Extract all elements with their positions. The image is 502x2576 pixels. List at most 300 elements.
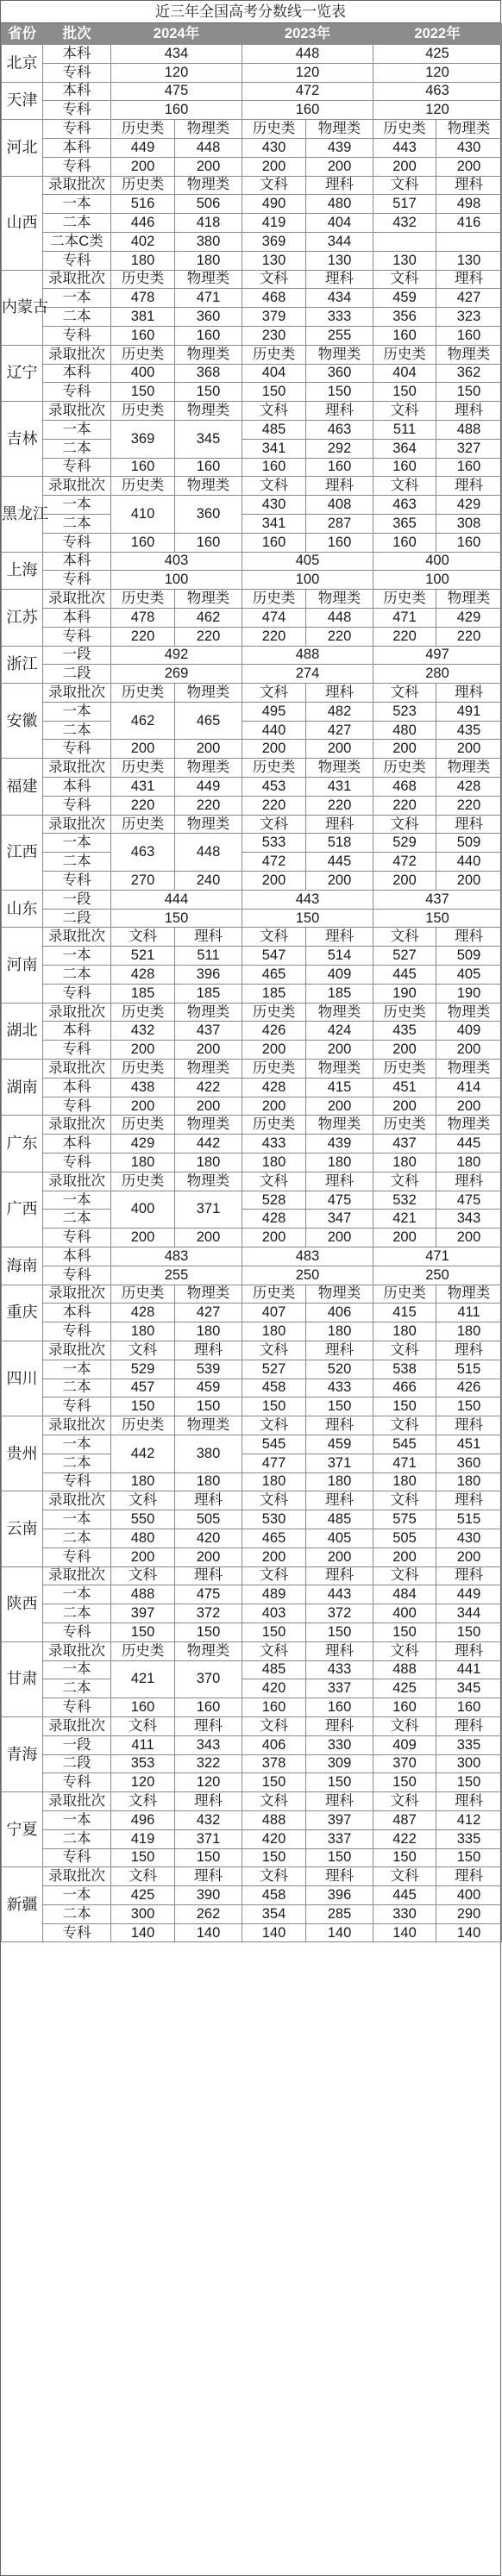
- score-cell: 180: [175, 251, 242, 270]
- score-cell: 397: [111, 1604, 175, 1623]
- score-cell: 404: [306, 214, 373, 233]
- table-title: 近三年全国高考分数线一览表: [1, 1, 500, 23]
- score-cell: 505: [175, 1510, 242, 1529]
- score-cell: 428: [111, 966, 175, 985]
- table-row: [2, 853, 502, 872]
- score-cell: 历史类: [111, 1060, 175, 1079]
- score-cell: 历史类: [111, 1116, 175, 1135]
- score-cell: 270: [111, 872, 175, 891]
- score-cell: 160: [436, 1698, 502, 1717]
- province-name: 吉林: [2, 402, 43, 477]
- batch-cell: 录取批次: [43, 590, 111, 609]
- score-cell: 历史类: [373, 120, 436, 139]
- score-cell: 287: [306, 514, 373, 533]
- score-cell: 180: [436, 1472, 502, 1491]
- score-cell: 429: [436, 496, 502, 515]
- score-cell: 220: [373, 627, 436, 646]
- table-row: [2, 1660, 502, 1679]
- score-cell: 理科: [436, 1491, 502, 1510]
- score-cell: 488: [111, 1585, 175, 1604]
- batch-cell: 专科: [43, 458, 111, 477]
- score-cell: 200: [111, 1229, 175, 1247]
- table-row: [2, 1829, 502, 1848]
- score-cell: 文科: [111, 1792, 175, 1811]
- batch-cell: 二本: [43, 514, 111, 533]
- province-name: 湖南: [2, 1060, 43, 1116]
- batch-cell: 录取批次: [43, 1716, 111, 1735]
- score-cell: 理科: [436, 1716, 502, 1735]
- score-cell: 200: [373, 1097, 436, 1116]
- score-cell: 471: [373, 608, 436, 627]
- score-cell: 365: [373, 514, 436, 533]
- table-row: [2, 796, 502, 815]
- score-cell: 269: [111, 665, 242, 684]
- score-cell: 418: [175, 214, 242, 233]
- score-cell: 160: [175, 533, 242, 552]
- score-cell: 物理类: [436, 1285, 502, 1304]
- score-cell: 理科: [306, 176, 373, 195]
- score-cell: 140: [111, 1923, 175, 1942]
- score-cell: 理科: [436, 1641, 502, 1660]
- score-cell: 220: [175, 627, 242, 646]
- score-cell: 200: [111, 1041, 175, 1060]
- score-cell: 180: [111, 251, 175, 270]
- score-cell: 160: [242, 458, 306, 477]
- score-cell: 405: [306, 1529, 373, 1547]
- batch-cell: 录取批次: [43, 1416, 111, 1435]
- score-cell: 449: [175, 778, 242, 797]
- score-cell: 140: [306, 1923, 373, 1942]
- score-cell: 335: [436, 1829, 502, 1848]
- table-row: [2, 1585, 502, 1604]
- province-name: 江西: [2, 815, 43, 890]
- score-cell: 160: [373, 326, 436, 345]
- score-cell: 478: [111, 608, 175, 627]
- table-row: [2, 232, 502, 251]
- score-cell: 575: [373, 1510, 436, 1529]
- score-cell: 140: [373, 1923, 436, 1942]
- score-cell: 历史类: [242, 759, 306, 778]
- province-name: 山西: [2, 176, 43, 270]
- table-row: [2, 308, 502, 327]
- score-cell: 492: [111, 646, 242, 665]
- score-cell: 416: [436, 214, 502, 233]
- score-cell: 262: [175, 1904, 242, 1923]
- score-cell: 419: [111, 1829, 175, 1848]
- score-cell: 402: [111, 232, 175, 251]
- table-row: [2, 1210, 502, 1229]
- score-cell: 历史类: [242, 1003, 306, 1022]
- batch-cell: 专科: [43, 383, 111, 402]
- score-cell: 150: [175, 1623, 242, 1641]
- score-cell: 335: [436, 1735, 502, 1754]
- score-cell: 文科: [373, 1341, 436, 1360]
- score-cell: 353: [111, 1754, 175, 1773]
- score-cell: 327: [436, 439, 502, 458]
- table-row: [2, 402, 502, 421]
- table-row: [2, 496, 502, 515]
- score-cell: 理科: [175, 928, 242, 947]
- batch-cell: 二本: [43, 721, 111, 740]
- score-cell: 文科: [242, 1566, 306, 1585]
- score-cell: 370: [175, 1660, 242, 1698]
- score-cell: 430: [242, 138, 306, 157]
- score-cell: 434: [306, 289, 373, 308]
- score-cell: 历史类: [111, 815, 175, 834]
- score-cell: 428: [242, 1078, 306, 1097]
- score-cell: 511: [175, 947, 242, 966]
- table-row: [2, 138, 502, 157]
- score-cell: 历史类: [373, 1060, 436, 1079]
- score-cell: 488: [373, 1660, 436, 1679]
- score-cell: 160: [242, 533, 306, 552]
- score-cell: 150: [436, 1397, 502, 1416]
- score-cell: 120: [175, 1773, 242, 1792]
- score-cell: 422: [175, 1078, 242, 1097]
- score-cell: 历史类: [242, 1060, 306, 1079]
- score-cell: 445: [373, 1886, 436, 1905]
- score-cell: 220: [306, 627, 373, 646]
- score-cell: 文科: [373, 1172, 436, 1191]
- score-cell: 文科: [373, 270, 436, 289]
- score-cell: 480: [373, 721, 436, 740]
- score-cell: 理科: [436, 815, 502, 834]
- score-cell: 485: [242, 1660, 306, 1679]
- batch-cell: 一本: [43, 702, 111, 721]
- score-cell: 372: [306, 1604, 373, 1623]
- score-cell: 463: [373, 82, 502, 101]
- score-cell: 文科: [242, 1491, 306, 1510]
- score-cell: 400: [111, 1191, 175, 1229]
- score-cell: 292: [306, 439, 373, 458]
- score-cell: 历史类: [111, 345, 175, 364]
- table-row: [2, 1041, 502, 1060]
- score-cell: 文科: [242, 1341, 306, 1360]
- score-cell: 历史类: [373, 759, 436, 778]
- score-cell: 物理类: [306, 345, 373, 364]
- score-cell: 497: [373, 646, 502, 665]
- batch-cell: 二段: [43, 1754, 111, 1773]
- score-cell: 100: [111, 571, 242, 590]
- score-cell: 521: [111, 947, 175, 966]
- score-cell: [373, 232, 436, 251]
- score-cell: 150: [373, 1397, 436, 1416]
- score-cell: 529: [373, 834, 436, 853]
- province-name: 黑龙江: [2, 477, 43, 552]
- score-cell: 425: [111, 1886, 175, 1905]
- score-cell: 200: [373, 1229, 436, 1247]
- score-cell: 509: [436, 947, 502, 966]
- score-cell: 文科: [242, 176, 306, 195]
- score-cell: 421: [373, 1210, 436, 1229]
- score-cell: 370: [373, 1754, 436, 1773]
- table-row: [2, 1886, 502, 1905]
- score-cell: 文科: [242, 1716, 306, 1735]
- score-cell: 物理类: [175, 759, 242, 778]
- table-row: [2, 1360, 502, 1379]
- table-row: [2, 1491, 502, 1510]
- score-cell: 150: [242, 1773, 306, 1792]
- score-cell: 180: [111, 1472, 175, 1491]
- score-cell: 物理类: [436, 1060, 502, 1079]
- table-row: [2, 45, 502, 64]
- score-cell: 150: [306, 1773, 373, 1792]
- score-cell: 160: [436, 533, 502, 552]
- score-cell: 545: [242, 1435, 306, 1454]
- score-cell: 150: [175, 383, 242, 402]
- score-cell: 498: [436, 195, 502, 214]
- table-row: [2, 420, 502, 439]
- batch-cell: 二段: [43, 909, 111, 928]
- score-cell: 428: [111, 1304, 175, 1322]
- score-cell: 200: [242, 872, 306, 891]
- score-cell: 220: [436, 627, 502, 646]
- score-cell: 435: [373, 1022, 436, 1041]
- score-cell: 255: [111, 1266, 242, 1285]
- score-cell: 514: [306, 947, 373, 966]
- score-cell: 496: [111, 1810, 175, 1829]
- score-cell: 理科: [175, 1341, 242, 1360]
- table-row: [2, 571, 502, 590]
- score-cell: 文科: [111, 1341, 175, 1360]
- score-cell: 160: [373, 533, 436, 552]
- score-cell: 441: [436, 1660, 502, 1679]
- batch-cell: 专科: [43, 1923, 111, 1942]
- score-cell: 150: [373, 1848, 436, 1867]
- score-cell: 185: [111, 984, 175, 1003]
- score-cell: 425: [373, 45, 502, 64]
- score-cell: 415: [373, 1304, 436, 1322]
- table-row: [2, 251, 502, 270]
- table-row: [2, 120, 502, 139]
- score-cell: 200: [436, 1097, 502, 1116]
- score-cell: 物理类: [175, 1285, 242, 1304]
- table-row: [2, 458, 502, 477]
- score-cell: 文科: [373, 1416, 436, 1435]
- score-cell: 物理类: [175, 176, 242, 195]
- score-cell: 489: [242, 1585, 306, 1604]
- batch-cell: 一本: [43, 947, 111, 966]
- score-cell: 403: [111, 552, 242, 571]
- score-cell: 449: [111, 138, 175, 157]
- table-row: [2, 1848, 502, 1867]
- table-row: [2, 176, 502, 195]
- table-row: [2, 909, 502, 928]
- batch-cell: 录取批次: [43, 1285, 111, 1304]
- table-row: [2, 1810, 502, 1829]
- batch-cell: 录取批次: [43, 1341, 111, 1360]
- province-name: 海南: [2, 1247, 43, 1285]
- batch-cell: 专科: [43, 1472, 111, 1491]
- score-cell: 449: [436, 1585, 502, 1604]
- score-cell: 410: [111, 496, 175, 534]
- score-cell: 文科: [373, 1716, 436, 1735]
- score-cell: 459: [175, 1379, 242, 1397]
- score-cell: 150: [306, 1623, 373, 1641]
- batch-cell: 专科: [43, 251, 111, 270]
- score-cell: 160: [436, 326, 502, 345]
- batch-cell: 专科: [43, 1547, 111, 1566]
- score-cell: 471: [175, 289, 242, 308]
- table-row: [2, 1229, 502, 1247]
- batch-cell: 专科: [43, 63, 111, 82]
- score-cell: 400: [373, 552, 502, 571]
- table-row: [2, 1135, 502, 1154]
- table-row: [2, 1698, 502, 1717]
- batch-cell: 本科: [43, 1247, 111, 1266]
- score-cell: 物理类: [436, 345, 502, 364]
- score-cell: 468: [373, 778, 436, 797]
- batch-cell: 录取批次: [43, 759, 111, 778]
- score-cell: 理科: [436, 1566, 502, 1585]
- score-cell: 理科: [175, 1716, 242, 1735]
- score-cell: 200: [306, 157, 373, 176]
- batch-cell: 二本: [43, 1454, 111, 1472]
- score-cell: 150: [111, 1397, 175, 1416]
- table-row: [2, 1416, 502, 1435]
- score-cell: 140: [242, 1923, 306, 1942]
- score-cell: 160: [306, 533, 373, 552]
- score-cell: 160: [111, 326, 175, 345]
- batch-cell: 一本: [43, 496, 111, 515]
- score-cell: 421: [111, 1660, 175, 1698]
- score-cell: 409: [306, 966, 373, 985]
- score-cell: 理科: [306, 1416, 373, 1435]
- score-cell: 文科: [242, 1416, 306, 1435]
- score-cell: 430: [242, 496, 306, 515]
- score-cell: 190: [436, 984, 502, 1003]
- batch-cell: 二本: [43, 1529, 111, 1547]
- score-cell: 物理类: [175, 815, 242, 834]
- score-cell: 429: [436, 608, 502, 627]
- score-cell: 369: [111, 420, 175, 458]
- score-cell: 文科: [111, 1566, 175, 1585]
- score-cell: 432: [373, 214, 436, 233]
- score-cell: 200: [111, 157, 175, 176]
- score-cell: 220: [111, 796, 175, 815]
- score-cell: 180: [306, 1154, 373, 1172]
- table-row: [2, 1454, 502, 1472]
- score-cell: 文科: [111, 1491, 175, 1510]
- score-cell: 547: [242, 947, 306, 966]
- score-cell: 400: [436, 1886, 502, 1905]
- score-cell: 220: [175, 796, 242, 815]
- score-cell: 220: [242, 627, 306, 646]
- table-row: [2, 1679, 502, 1698]
- score-cell: 200: [111, 1097, 175, 1116]
- score-cell: 443: [306, 1585, 373, 1604]
- score-cell: 488: [436, 420, 502, 439]
- score-cell: 150: [373, 909, 502, 928]
- batch-cell: 二本: [43, 853, 111, 872]
- score-cell: 文科: [242, 684, 306, 703]
- score-cell: 160: [111, 533, 175, 552]
- batch-cell: 一本: [43, 1191, 111, 1210]
- score-cell: 180: [436, 1322, 502, 1341]
- score-cell: 448: [175, 138, 242, 157]
- score-cell: 344: [306, 232, 373, 251]
- table-row: [2, 1716, 502, 1735]
- table-row: [2, 1078, 502, 1097]
- header-year-2022: 2022年: [373, 24, 502, 45]
- score-cell: 130: [436, 251, 502, 270]
- score-cell: 451: [436, 1435, 502, 1454]
- score-cell: 463: [306, 420, 373, 439]
- table-row: [2, 82, 502, 101]
- score-cell: 理科: [436, 402, 502, 421]
- batch-cell: 专科: [43, 1322, 111, 1341]
- batch-cell: 二本: [43, 1604, 111, 1623]
- table-row: [2, 1923, 502, 1942]
- batch-cell: 本科: [43, 1304, 111, 1322]
- score-cell: 341: [242, 514, 306, 533]
- score-cell: 200: [306, 872, 373, 891]
- score-cell: 200: [242, 1229, 306, 1247]
- province-name: 天津: [2, 82, 43, 120]
- batch-cell: 本科: [43, 45, 111, 64]
- score-cell: 437: [373, 890, 502, 909]
- score-cell: 527: [242, 1360, 306, 1379]
- score-cell: 120: [242, 63, 373, 82]
- batch-cell: 录取批次: [43, 1003, 111, 1022]
- score-cell: 309: [306, 1754, 373, 1773]
- score-cell: 物理类: [175, 1116, 242, 1135]
- batch-cell: 二本: [43, 308, 111, 327]
- score-cell: 150: [436, 383, 502, 402]
- score-cell: 120: [373, 101, 502, 120]
- header-batch: 批次: [43, 24, 111, 45]
- score-cell: 523: [373, 702, 436, 721]
- score-cell: 371: [175, 1829, 242, 1848]
- province-name: 北京: [2, 45, 43, 83]
- province-name: 甘肃: [2, 1641, 43, 1716]
- score-cell: 物理类: [175, 345, 242, 364]
- score-cell: 130: [242, 251, 306, 270]
- score-cell: 341: [242, 439, 306, 458]
- table-row: [2, 214, 502, 233]
- score-cell: 理科: [306, 270, 373, 289]
- score-cell: 472: [242, 82, 373, 101]
- score-cell: 150: [436, 1773, 502, 1792]
- score-cell: 432: [175, 1810, 242, 1829]
- score-cell: 422: [373, 1829, 436, 1848]
- batch-cell: 一本: [43, 1886, 111, 1905]
- score-cell: 160: [242, 1698, 306, 1717]
- batch-cell: 一本: [43, 1585, 111, 1604]
- table-row: [2, 984, 502, 1003]
- table-row: [2, 646, 502, 665]
- score-cell: 274: [242, 665, 373, 684]
- score-cell: 420: [175, 1529, 242, 1547]
- score-cell: 550: [111, 1510, 175, 1529]
- score-cell: 150: [306, 1397, 373, 1416]
- score-cell: 200: [306, 1097, 373, 1116]
- score-cell: 历史类: [242, 345, 306, 364]
- header-year-2023: 2023年: [242, 24, 373, 45]
- score-cell: 465: [175, 702, 242, 740]
- score-cell: 372: [175, 1604, 242, 1623]
- score-cell: 200: [306, 1547, 373, 1566]
- score-cell: 255: [306, 326, 373, 345]
- score-cell: 488: [242, 1810, 306, 1829]
- score-cell: 物理类: [306, 590, 373, 609]
- score-cell: 532: [373, 1191, 436, 1210]
- batch-cell: 二本: [43, 1379, 111, 1397]
- score-cell: 437: [175, 1022, 242, 1041]
- table-row: [2, 1904, 502, 1923]
- score-cell: 150: [306, 1848, 373, 1867]
- table-row: [2, 834, 502, 853]
